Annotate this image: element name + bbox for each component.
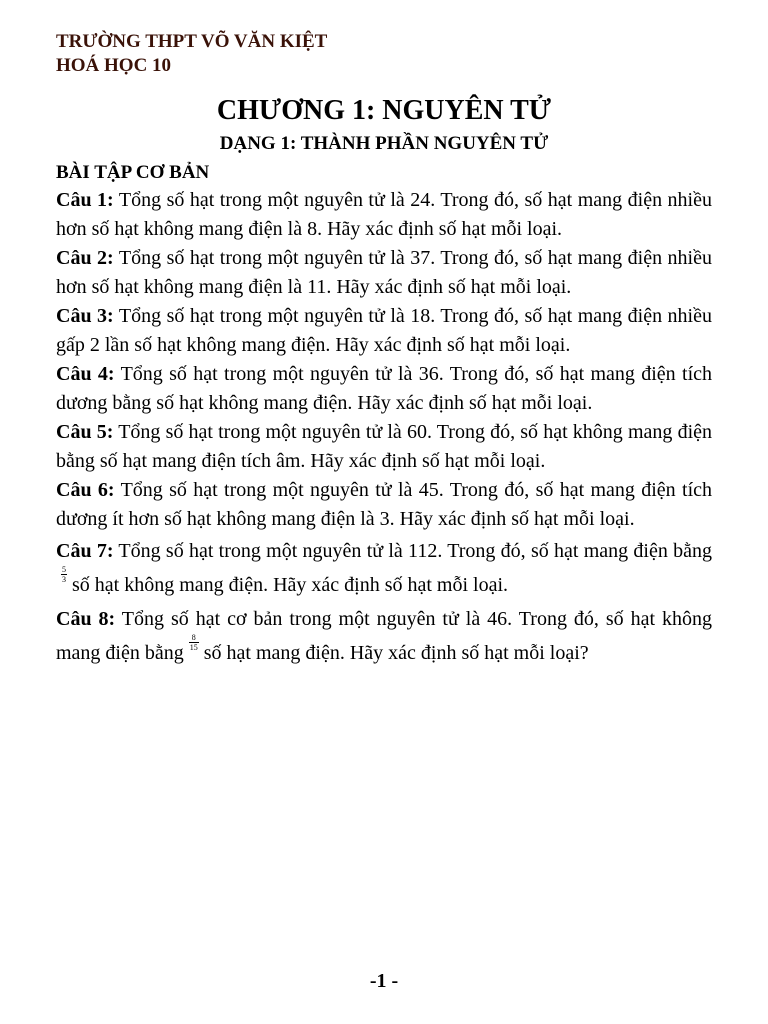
- question-4: [56, 360, 712, 418]
- fraction-numerator: 5: [62, 564, 66, 574]
- question-label: Câu 2:: [56, 247, 114, 269]
- question-text: Tổng số hạt trong một nguyên tử là 18. Trong đó, số hạt mang điện nhiều gấp 2 lần số hạt không mang điện. Hãy xác định số hạt mỗi loại.: [56, 305, 712, 356]
- question-label: Câu 5:: [56, 421, 114, 443]
- question-text: Tổng số hạt trong một nguyên tử là 36. Trong đó, số hạt mang điện tích dương bằng số hạt không mang điện. Hãy xác định số hạt mỗi loại.: [56, 363, 713, 414]
- exercise-heading: BÀI TẬP CƠ BẢN: [56, 162, 210, 183]
- question-label: Câu 7:: [56, 540, 114, 562]
- school-name: TRƯỜNG THPT VÕ VĂN KIỆT: [56, 31, 328, 52]
- question-label: Câu 1:: [56, 189, 114, 211]
- fraction-denominator: 15: [189, 642, 198, 652]
- question-6: [56, 476, 712, 534]
- fraction: [61, 565, 67, 584]
- question-text: số hạt mang điện. Hãy xác định số hạt mỗi loại?: [203, 642, 589, 664]
- chapter-title: CHƯƠNG 1: NGUYÊN TỬ: [216, 95, 552, 126]
- subject-name: HOÁ HỌC 10: [56, 55, 172, 76]
- question-text: Tổng số hạt trong một nguyên tử là 45. Trong đó, số hạt mang điện tích dương ít hơn số hạt không mang điện là 3. Hãy xác định số hạt mỗi loại.: [56, 479, 713, 530]
- fraction: [189, 633, 199, 652]
- question-label: Câu 8:: [56, 608, 116, 630]
- fraction-numerator: 8: [189, 633, 199, 643]
- question-text: Tổng số hạt trong một nguyên tử là 112. Trong đó, số hạt mang điện bằng: [118, 540, 712, 562]
- document-page: [56, 30, 712, 670]
- question-label: Câu 6:: [56, 479, 115, 501]
- question-text: số hạt không mang điện. Hãy xác định số hạt mỗi loại.: [72, 574, 509, 596]
- question-label: Câu 4:: [56, 363, 115, 385]
- fraction-denominator: 3: [62, 574, 66, 584]
- question-5: [56, 418, 712, 476]
- question-label: Câu 3:: [56, 305, 114, 327]
- question-text: Tổng số hạt trong một nguyên tử là 24. Trong đó, số hạt mang điện nhiều hơn số hạt không mang điện là 8. Hãy xác định số hạt mỗi loại.: [56, 189, 712, 240]
- question-3: [56, 302, 712, 360]
- question-2: [56, 244, 712, 302]
- question-text: Tổng số hạt cơ bản trong một nguyên tử là 46. Trong đó, số hạt không mang điện bằng: [56, 608, 712, 664]
- question-7: [56, 534, 712, 602]
- question-8: [56, 602, 712, 670]
- question-text: Tổng số hạt trong một nguyên tử là 37. Trong đó, số hạt mang điện nhiều hơn số hạt không mang điện là 11. Hãy xác định số hạt mỗi loại.: [56, 247, 712, 298]
- question-1: [56, 186, 712, 244]
- section-title: DẠNG 1: THÀNH PHẦN NGUYÊN TỬ: [219, 133, 549, 154]
- question-text: Tổng số hạt trong một nguyên tử là 60. Trong đó, số hạt không mang điện bằng số hạt mang điện tích âm. Hãy xác định số hạt mỗi loại.: [56, 421, 712, 472]
- page-number: -1 -: [369, 970, 399, 992]
